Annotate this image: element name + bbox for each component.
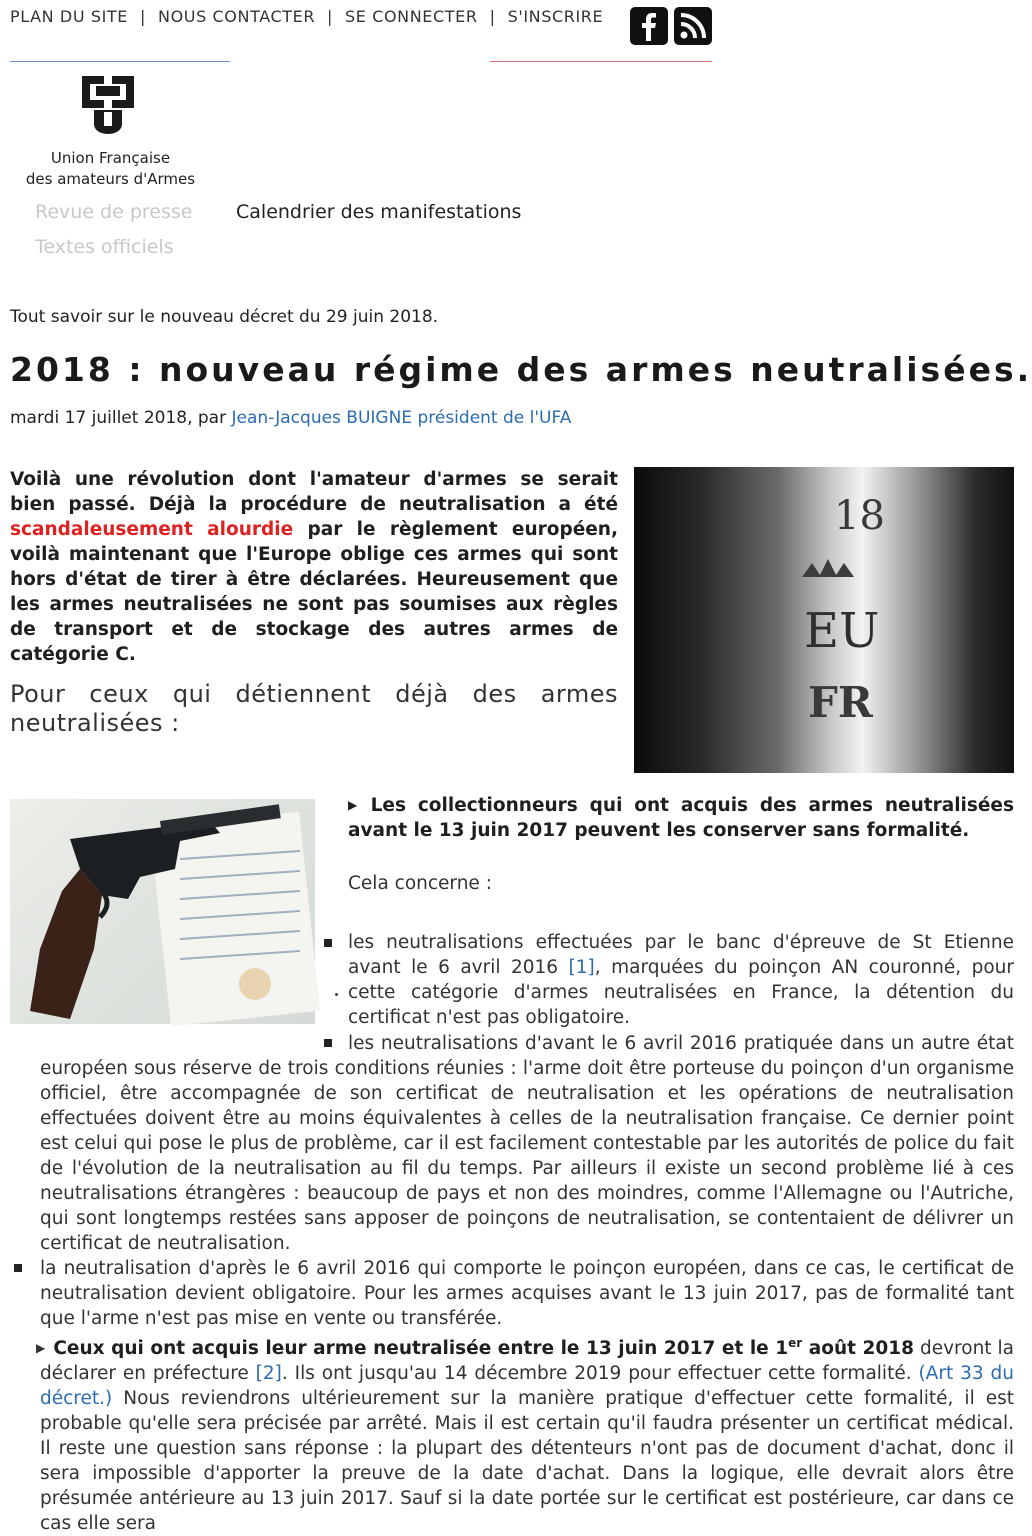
concerns-label: Cela concerne : xyxy=(348,873,492,894)
org-name-line1: Union Française xyxy=(50,149,171,167)
list-item-text: , marquées du poinçon AN couronné, pour cette catégorie d'armes neutralisées en France, la détention du certificat n'est pas obligatoire. xyxy=(348,957,1014,1028)
point-collectors-text: Les collectionneurs qui ont acquis des armes neutralisées avant le 13 juin 2017 peuvent les conserver sans formalité. xyxy=(348,795,1014,841)
divider xyxy=(10,61,230,62)
intro-text: Voilà une révolution dont l'amateur d'armes se serait bien passé. Déjà la procédure de neutralisation a été xyxy=(10,469,618,515)
bullet-icon xyxy=(324,939,332,947)
section-lead: Pour ceux qui détiennent déjà des armes neutralisées : xyxy=(10,680,618,737)
point-heading: Ceux qui ont acquis leur arme neutralisée entre le 13 juin 2017 et le 1 xyxy=(53,1338,789,1360)
org-name-line2: des amateurs d'Armes xyxy=(25,170,196,188)
nav-login[interactable]: SE CONNECTER xyxy=(345,7,478,26)
point-heading: août 2018 xyxy=(802,1338,914,1360)
divider xyxy=(490,61,712,62)
intro-highlight: scandaleusement alourdie xyxy=(10,519,294,540)
crown-icon xyxy=(802,559,854,577)
article-title: 2018 : nouveau régime des armes neutralisées. xyxy=(10,350,1032,389)
list-item-text: les neutralisations effectuées par le banc d'épreuve de St Etienne avant le 6 avril 2016 xyxy=(348,932,1014,978)
triangle-right-icon: ▶ xyxy=(348,798,363,812)
article-kicker: Tout savoir sur le nouveau décret du 29 juin 2018. xyxy=(10,307,439,327)
triangle-right-icon: ▶ xyxy=(36,1341,46,1356)
bullet-dot-icon xyxy=(335,993,338,996)
top-nav xyxy=(10,7,603,26)
menu-calendar[interactable]: Calendrier des manifestations xyxy=(236,201,522,223)
author-link[interactable]: Jean-Jacques BUIGNE président de l'UFA xyxy=(231,408,572,428)
intro-text: par le règlement européen, voilà maintenant que l'Europe oblige ces armes qui sont hors d'état de tirer à être déclarées. Heureusement que les armes neutralisées ne sont pas soumises aux règles de transport et de stockage des autres armes de catégorie C. xyxy=(10,519,618,665)
bullet-icon xyxy=(14,1264,22,1272)
point-text: Nous reviendrons ultérieurement sur la manière pratique d'effectuer cette formalité, il est probable qu'elle sera précisée par arrêté. Mais il est certain qu'il faudra présenter un certificat médical. Il reste une question sans réponse : la plupart des détenteurs n'ont pas de document d'achat, donc il sera impossible d'apporter la preuve de la date d'achat. Dans la logique, elle devrait alors être présumée antérieure au 13 juin 2017. Sauf si la date portée sur le certificat est postérieure, car dans ce cas elle sera xyxy=(40,1388,1014,1535)
revolver-photo xyxy=(10,799,315,1024)
menu-press-review[interactable]: Revue de presse xyxy=(35,201,193,223)
footnote-link[interactable]: [2] xyxy=(255,1363,282,1385)
list-item: les neutralisations d'avant le 6 avril 2016 pratiquée dans un autre état européen sous réserve de trois conditions réunies : l'arme doit être porteuse du poinçon d'un organisme officiel, être accompagnée de son certificat de neutralisation et les opérations de neutralisation effectuées doivent être au moins équivalentes à celles de la neutralisation française. Ce dernier point est celui qui pose le plus de problème, car il est facilement contestable par les autorités de police du fait de l'évolution de la neutralisation au fil du temps. Par ailleurs il existe un second problème lié à ces neutralisations étrangères : beaucoup de pays et non des moindres, comme l'Allemagne ou l'Autriche, qui sont longtemps restées sans apposer de poinçons de neutralisation, se contentaient de délivrer un certificat de neutralisation. xyxy=(40,1033,1014,1254)
social-links xyxy=(630,7,712,45)
stamp-mark-eu: EU xyxy=(804,603,880,659)
superscript: er xyxy=(788,1336,803,1350)
rss-icon[interactable] xyxy=(674,7,712,45)
article-intro xyxy=(10,467,618,667)
article-date: mardi 17 juillet 2018, par xyxy=(10,408,232,428)
list-item xyxy=(348,930,1014,1030)
nav-site-map[interactable]: PLAN DU SITE xyxy=(10,7,129,26)
list-item: la neutralisation d'après le 6 avril 2016 qui comporte le poinçon européen, dans ce cas, le certificat de neutralisation devient obligatoire. Pour les armes acquises avant le 13 juin 2017, pas de formalité tant que l'arme n'est pas mise en vente ou transférée. xyxy=(40,1258,1014,1329)
point-collectors xyxy=(348,793,1014,843)
nav-separator: | xyxy=(327,7,334,26)
article-byline xyxy=(10,408,571,428)
nav-contact[interactable]: NOUS CONTACTER xyxy=(158,7,316,26)
ufa-logo-icon[interactable] xyxy=(80,74,136,136)
facebook-icon[interactable] xyxy=(630,7,668,45)
point-text: devront la déclarer en préfecture xyxy=(40,1338,1015,1385)
proof-mark-photo xyxy=(634,467,1014,773)
decree-article-link[interactable]: (Art 33 du décret.) xyxy=(40,1363,1014,1410)
nav-signup[interactable]: S'INSCRIRE xyxy=(507,7,604,26)
menu-official-texts[interactable]: Textes officiels xyxy=(35,236,174,258)
point-text: . Ils ont jusqu'au 14 décembre 2019 pour effectuer cette formalité. xyxy=(281,1363,919,1385)
nav-separator: | xyxy=(489,7,496,26)
stamp-mark-fr: FR xyxy=(808,678,873,727)
nav-separator: | xyxy=(140,7,147,26)
stamp-mark-year: 18 xyxy=(834,493,885,539)
org-name xyxy=(18,148,203,190)
footnote-link[interactable]: [1] xyxy=(568,957,595,978)
point-recent-acquisitions xyxy=(36,1331,1015,1536)
